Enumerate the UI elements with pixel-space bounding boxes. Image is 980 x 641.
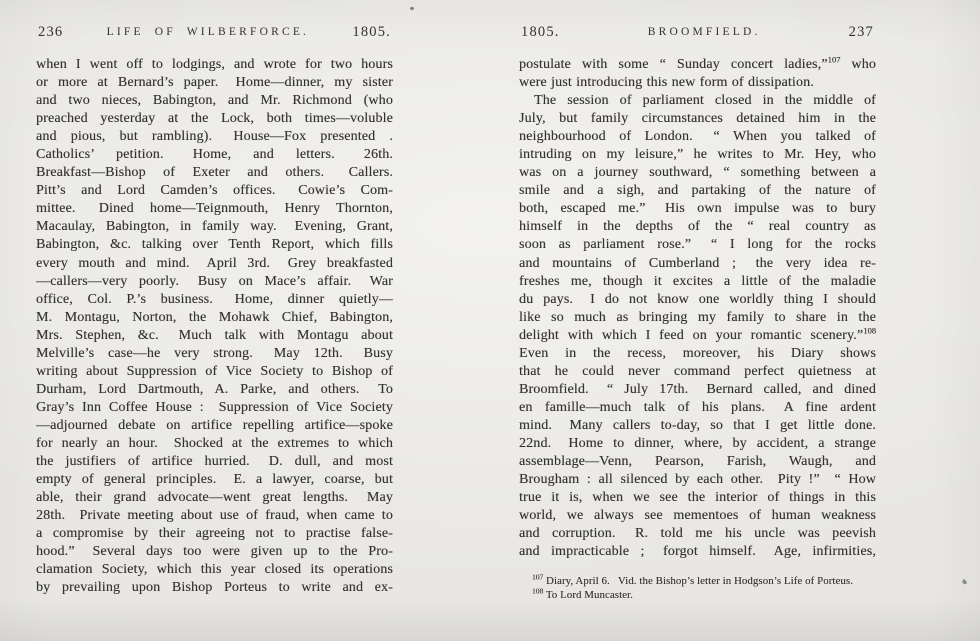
scan-artifact-speck <box>410 6 415 10</box>
text-line: Durham, Lord Dartmouth, A. Parke, and others. To <box>36 381 393 397</box>
text-line: himself in the depths of the “ real country as <box>519 219 876 235</box>
left-page-number: 236 <box>38 24 64 40</box>
text-line: able, their grand advocate—went great lengths. May <box>36 490 393 506</box>
text-line: true it is, when we see the interior of things in this <box>519 490 876 506</box>
text-line: Mrs. Stephen, &c. Much talk with Montagu about <box>36 327 393 343</box>
footnotes-section <box>519 572 876 602</box>
left-header-year: 1805. <box>352 24 391 40</box>
text-line: and mountains of Cumberland ; the very idea re- <box>519 255 876 271</box>
text-line: M. Montagu, Norton, the Mohawk Chief, Babington, <box>36 309 393 325</box>
text-line: office, Col. P.’s business. Home, dinner quietly— <box>36 291 393 307</box>
text-line: Melville’s case—he very strong. May 12th. Busy <box>36 345 393 361</box>
footnote-marker: 108 <box>532 586 544 596</box>
text-line: smile and a sigh, and partaking of the nature of <box>519 183 876 199</box>
right-page-header <box>519 24 876 41</box>
text-line: and two nieces, Babington, and Mr. Richmond (who <box>36 93 393 109</box>
text-line: a compromise by their agreeing not to practise false- <box>36 526 393 542</box>
text-line: mind. Many callers to-day, so that I get little done. <box>519 417 876 433</box>
right-header-year: 1805. <box>521 24 560 40</box>
text-line: —callers—very poorly. Busy on Mace’s affair. War <box>36 273 393 289</box>
text-line: was on a journey southward, “ something between a <box>519 165 876 181</box>
text-line: that he could never command perfect quietness at <box>519 363 876 379</box>
text-line: the justifiers of artifice hurried. D. dull, and most <box>36 454 393 470</box>
left-page-body <box>36 56 393 597</box>
text-line: world, we always see mementoes of human weakness <box>519 508 876 524</box>
text-line: delight with which I feed on your romantic scenery.”$^{108}$ <box>519 326 876 343</box>
text-line: preached yesterday at the Lock, both times—voluble <box>36 111 393 127</box>
text-line: Broomfield. “ July 17th. Bernard called, and dined <box>519 381 876 397</box>
text-line: en famille—much talk of his plans. A fine ardent <box>519 399 876 415</box>
footnote-ref: 108 <box>863 326 876 336</box>
left-running-title: LIFE OF WILBERFORCE. <box>106 26 310 38</box>
right-page-body <box>519 56 876 561</box>
text-line: postulate with some “ Sunday concert ladies,”$^{107}$ who <box>519 56 876 72</box>
text-line: soon as parliament rose.” “ I long for the rocks <box>519 237 876 253</box>
text-line: neighbourhood of London. “ When you talked of <box>519 129 876 145</box>
text-line: Babington, &c. talking over Tenth Report, which fills <box>36 237 393 253</box>
text-line: Catholics’ petition. Home, and letters. 26th. <box>36 147 393 163</box>
footnote: $^{108}$ To Lord Muncaster. <box>532 586 633 601</box>
text-line: Brougham : all silenced by each other. Pity !” “ How <box>519 472 876 488</box>
scan-artifact-speck <box>961 579 967 585</box>
text-line: both, escaped me.” His own impulse was to bury <box>519 201 876 217</box>
text-line: Macaulay, Babington, in family way. Evening, Grant, <box>36 219 393 235</box>
text-line: Pitt’s and Lord Camden’s offices. Cowie’s Com- <box>36 183 393 199</box>
text-line: Even in the recess, moreover, his Diary shows <box>519 345 876 361</box>
text-line: every mouth and mind. April 3rd. Grey breakfasted <box>36 255 393 271</box>
right-page <box>519 24 876 602</box>
text-line: Gray’s Inn Coffee House : Suppression of Vice Society <box>36 399 393 415</box>
text-line: by prevailing upon Bishop Porteus to write and ex- <box>36 580 393 596</box>
text-line: du pays. I do not know one worldly thing I should <box>519 291 876 307</box>
text-line: when I went off to lodgings, and wrote for two hours <box>36 57 393 72</box>
text-line: freshes me, though it excites a little of the maladie <box>519 273 876 289</box>
text-line: hood.” Several days too were given up to the Pro- <box>36 544 393 560</box>
text-line: clamation Society, which this year closed its operations <box>36 562 393 578</box>
text-line: and pious, but rambling). House—Fox presented . <box>36 129 393 145</box>
text-line: July, but family circumstances detained him in the <box>519 111 876 127</box>
text-line: mittee. Dined home—Teignmouth, Henry Thornton, <box>36 201 393 217</box>
text-line: Breakfast—Bishop of Exeter and others. Callers. <box>36 165 393 181</box>
text-line: —adjourned debate on artifice repelling artifice—spoke <box>36 417 393 433</box>
text-line: for nearly an hour. Shocked at the extremes to which <box>36 435 393 451</box>
footnote-marker: 107 <box>532 572 544 582</box>
right-page-number: 237 <box>848 24 874 40</box>
text-line: The session of parliament closed in the middle of <box>534 93 876 109</box>
text-line: or more at Bernard’s paper. Home—dinner, my sister <box>36 75 393 91</box>
text-line: and impracticable ; forgot himself. Age, infirmities, <box>519 544 876 560</box>
text-line: intruding on my leisure,” he writes to Mr. Hey, who <box>519 147 876 163</box>
text-line: 28th. Private meeting about use of fraud, when came to <box>36 508 393 524</box>
footnote-ref: 107 <box>827 56 841 65</box>
left-page <box>36 24 393 597</box>
text-line: empty of general principles. E. a lawyer, coarse, but <box>36 472 393 488</box>
text-line: and corruption. R. told me his uncle was peevish <box>519 526 876 542</box>
text-line: writing about Suppression of Vice Society to Bishop of <box>36 363 393 379</box>
footnote: $^{107}$ Diary, April 6. Vid. the Bishop’s letter in Hodgson’s Life of Porteus. <box>532 572 853 588</box>
text-line: assemblage—Venn, Pearson, Farish, Waugh, and <box>519 454 876 470</box>
left-page-header <box>36 24 393 41</box>
text-line: were just introducing this new form of dissipation. <box>519 75 814 91</box>
right-running-title: BROOMFIELD. <box>647 26 761 38</box>
text-line: like so much as bringing my family to share in the <box>519 309 876 325</box>
text-line: 22nd. Home to dinner, where, by accident, a strange <box>519 435 876 451</box>
